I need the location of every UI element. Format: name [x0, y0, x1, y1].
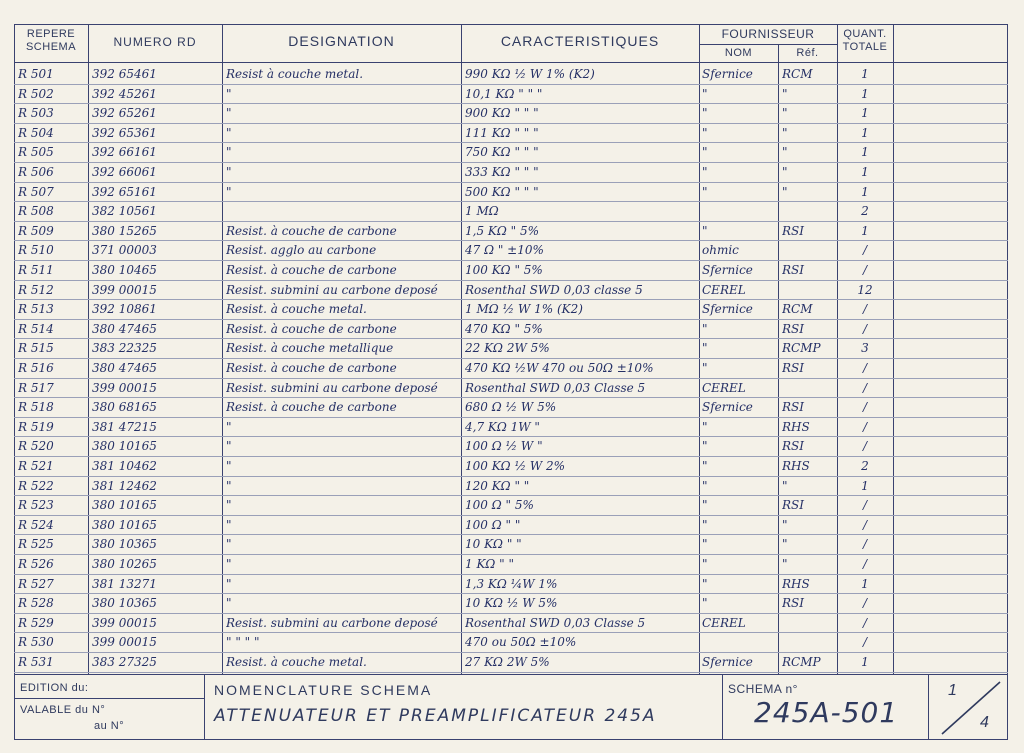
page-count: 4 [980, 714, 991, 731]
cell-num: 380 10165 [92, 439, 157, 454]
cell-num: 380 68165 [92, 400, 157, 415]
cell-des: Resist. à couche de carbone [226, 361, 397, 375]
cell-qty: / [862, 361, 868, 375]
cell-nom: " [702, 165, 708, 179]
cell-rep: R 521 [18, 459, 54, 473]
cell-des: " [226, 439, 232, 454]
cell-car: 470 ou 50Ω ±10% [465, 635, 577, 650]
cell-nom: " [702, 517, 708, 532]
cell-car: 10 KΩ ½ W 5% [465, 596, 558, 611]
cell-car: 900 KΩ " " " [465, 106, 539, 121]
cell-des: Resist. submini au carbone deposé [226, 282, 438, 297]
document-title: ATTENUATEUR ET PREAMPLIFICATEUR 245A [214, 706, 657, 726]
cell-des: " [226, 557, 232, 571]
cell-nom: CEREL [702, 380, 746, 395]
cell-ref: RSI [782, 263, 804, 277]
cell-car: 100 KΩ " 5% [465, 263, 543, 277]
cell-car: 1 MΩ ½ W 1% (K2) [465, 302, 583, 317]
cell-nom: " [702, 478, 708, 493]
cell-ref: RSI [782, 439, 804, 454]
cell-nom: " [702, 596, 708, 611]
cell-ref: " [782, 478, 788, 493]
nomenclature-label: NOMENCLATURE SCHEMA [214, 682, 433, 698]
cell-nom: " [702, 576, 708, 591]
cell-ref: RSI [782, 361, 804, 375]
cell-rep: R 504 [18, 125, 54, 140]
cell-rep: R 527 [18, 576, 54, 591]
cell-num: 371 00003 [92, 243, 157, 258]
cell-car: 47 Ω " ±10% [465, 243, 544, 258]
cell-qty: / [862, 517, 868, 532]
cell-des: Resist. submini au carbone deposé [226, 380, 438, 395]
cell-rep: R 502 [18, 86, 54, 101]
cell-qty: 1 [861, 655, 869, 669]
cell-num: 381 10462 [92, 459, 157, 473]
cell-des: " [226, 498, 232, 513]
cell-nom: " [702, 321, 708, 336]
cell-car: 4,7 KΩ 1W " [465, 419, 540, 434]
cell-ref: RHS [782, 419, 810, 434]
col-divider [222, 24, 223, 674]
cell-nom: " [702, 459, 708, 473]
cell-car: 22 KΩ 2W 5% [465, 341, 550, 356]
cell-nom: Sfernice [702, 302, 753, 317]
cell-qty: 1 [861, 223, 869, 238]
cell-rep: R 507 [18, 184, 54, 199]
header-designation: DESIGNATION [288, 33, 395, 49]
cell-nom: Sfernice [702, 400, 753, 415]
cell-des: Resist. à couche de carbone [226, 223, 397, 238]
cell-des: Resist. à couche metal. [226, 655, 367, 669]
cell-rep: R 520 [18, 439, 54, 454]
cell-ref: " [782, 165, 788, 179]
cell-car: Rosenthal SWD 0,03 classe 5 [465, 282, 643, 297]
cell-ref: RSI [782, 321, 804, 336]
cell-rep: R 501 [18, 67, 54, 81]
cell-num: 381 47215 [92, 419, 157, 434]
cell-nom: " [702, 125, 708, 140]
cell-nom: CEREL [702, 615, 746, 630]
cell-ref: RSI [782, 223, 804, 238]
cell-nom: " [702, 419, 708, 434]
cell-ref: " [782, 106, 788, 121]
cell-num: 399 00015 [92, 615, 157, 630]
cell-num: 392 65461 [92, 67, 157, 81]
cell-nom: " [702, 106, 708, 121]
cell-car: 680 Ω ½ W 5% [465, 400, 557, 415]
header-bottom-line [14, 62, 1008, 63]
header-repere: REPERE SCHEMA [25, 28, 77, 53]
cell-ref: " [782, 125, 788, 140]
cell-num: 381 12462 [92, 478, 157, 493]
cell-des: Resist. à couche de carbone [226, 263, 397, 277]
cell-ref: " [782, 145, 788, 160]
schema-number-label: SCHEMA n° [728, 682, 798, 696]
cell-qty: 1 [861, 106, 869, 121]
cell-rep: R 509 [18, 223, 54, 238]
cell-num: 392 65261 [92, 106, 157, 121]
cell-car: 750 KΩ " " " [465, 145, 539, 160]
cell-des: Resist. agglo au carbone [226, 243, 377, 258]
cell-nom: " [702, 439, 708, 454]
cell-ref: RCMP [782, 341, 821, 356]
cell-des: " [226, 576, 232, 591]
cell-ref: RSI [782, 400, 804, 415]
cell-num: 399 00015 [92, 282, 157, 297]
cell-des: Resist. submini au carbone deposé [226, 615, 438, 630]
cell-rep: R 517 [18, 380, 54, 395]
cell-nom: " [702, 184, 708, 199]
col-divider [699, 24, 700, 674]
cell-des: " [226, 165, 232, 179]
cell-ref: " [782, 86, 788, 101]
cell-num: 380 10165 [92, 498, 157, 513]
cell-qty: 2 [861, 204, 869, 219]
cell-car: 1,5 KΩ " 5% [465, 223, 539, 238]
cell-rep: R 510 [18, 243, 54, 258]
cell-num: 382 10561 [92, 204, 157, 219]
cell-des: " " " " [226, 635, 260, 650]
cell-rep: R 514 [18, 321, 54, 336]
page-number: 1 [948, 682, 959, 699]
cell-qty: 1 [861, 478, 869, 493]
cell-ref: RCM [782, 302, 813, 317]
cell-car: 10,1 KΩ " " " [465, 86, 543, 101]
cell-ref: " [782, 537, 788, 552]
cell-rep: R 512 [18, 282, 54, 297]
cell-car: 1,3 KΩ ¼W 1% [465, 576, 558, 591]
cell-rep: R 503 [18, 106, 54, 121]
cell-qty: / [862, 400, 868, 415]
cell-des: " [226, 459, 232, 473]
cell-des: " [226, 537, 232, 552]
cell-qty: / [862, 615, 868, 630]
cell-num: 380 15265 [92, 223, 157, 238]
cell-qty: / [862, 321, 868, 336]
cell-rep: R 531 [18, 655, 54, 669]
cell-qty: 2 [861, 459, 869, 473]
cell-rep: R 525 [18, 537, 54, 552]
au-label: au N° [94, 720, 125, 732]
col-divider [893, 24, 894, 674]
cell-nom: CEREL [702, 282, 746, 297]
cell-ref: RHS [782, 459, 810, 473]
cell-qty: 1 [861, 67, 869, 81]
cell-num: 392 66161 [92, 145, 157, 160]
cell-qty: / [862, 380, 868, 395]
cell-des: Resist. à couche de carbone [226, 400, 397, 415]
cell-des: " [226, 125, 232, 140]
schema-number: 245A-501 [754, 696, 899, 729]
cell-rep: R 526 [18, 557, 54, 571]
cell-rep: R 516 [18, 361, 54, 375]
cell-rep: R 515 [18, 341, 54, 356]
cell-qty: / [862, 498, 868, 513]
cell-rep: R 505 [18, 145, 54, 160]
cell-num: 399 00015 [92, 635, 157, 650]
cell-nom: ohmic [702, 243, 739, 258]
header-fournisseur: FOURNISSEUR [721, 27, 815, 41]
cell-qty: 12 [857, 282, 873, 297]
cell-qty: 1 [861, 145, 869, 160]
cell-num: 380 10365 [92, 596, 157, 611]
cell-rep: R 511 [18, 263, 54, 277]
cell-qty: / [862, 596, 868, 611]
cell-nom: " [702, 557, 708, 571]
cell-rep: R 518 [18, 400, 54, 415]
cell-des: Resist. à couche metal. [226, 302, 367, 317]
cell-rep: R 528 [18, 596, 54, 611]
cell-qty: / [862, 635, 868, 650]
cell-num: 380 10265 [92, 557, 157, 571]
cell-qty: 3 [861, 341, 869, 356]
cell-ref: " [782, 557, 788, 571]
header-caracteristiques: CARACTERISTIQUES [500, 33, 660, 49]
fournisseur-split-line [699, 44, 837, 45]
cell-rep: R 529 [18, 615, 54, 630]
cell-num: 380 47465 [92, 321, 157, 336]
cell-nom: " [702, 498, 708, 513]
cell-des: " [226, 596, 232, 611]
cell-des: Resist. à couche de carbone [226, 321, 397, 336]
cell-car: 100 KΩ ½ W 2% [465, 459, 566, 473]
cell-rep: R 523 [18, 498, 54, 513]
header-nom: NOM [724, 47, 753, 59]
cell-des: " [226, 478, 232, 493]
cell-num: 392 10861 [92, 302, 157, 317]
cell-nom: " [702, 223, 708, 238]
cell-nom: Sfernice [702, 263, 753, 277]
cell-ref: RSI [782, 498, 804, 513]
valable-label: VALABLE du N° [20, 704, 106, 716]
cell-des: " [226, 419, 232, 434]
cell-num: 392 65161 [92, 184, 157, 199]
cell-ref: RHS [782, 576, 810, 591]
cell-car: 10 KΩ " " [465, 537, 522, 552]
cell-car: 100 Ω " 5% [465, 498, 534, 513]
cell-car: 120 KΩ " " [465, 478, 530, 493]
cell-num: 380 10165 [92, 517, 157, 532]
cell-car: 1 MΩ [465, 204, 499, 219]
edition-label: EDITION du: [20, 682, 89, 694]
cell-qty: / [862, 537, 868, 552]
cell-nom: Sfernice [702, 67, 753, 81]
cell-car: Rosenthal SWD 0,03 Classe 5 [465, 380, 646, 395]
cell-qty: 1 [861, 125, 869, 140]
cell-num: 399 00015 [92, 380, 157, 395]
cell-qty: / [862, 419, 868, 434]
cell-num: 383 27325 [92, 655, 157, 669]
page-slash [928, 674, 1008, 740]
cell-des: Resist à couche metal. [226, 67, 364, 81]
cell-car: 1 KΩ " " [465, 557, 515, 571]
cell-num: 380 47465 [92, 361, 157, 375]
cell-ref: " [782, 517, 788, 532]
cell-qty: 1 [861, 165, 869, 179]
cell-nom: " [702, 537, 708, 552]
cell-qty: / [862, 557, 868, 571]
cell-nom: Sfernice [702, 655, 753, 669]
cell-qty: 1 [861, 184, 869, 199]
cell-ref: RCMP [782, 655, 821, 669]
cell-qty: / [862, 302, 868, 317]
cell-car: 500 KΩ " " " [465, 184, 539, 199]
cell-rep: R 522 [18, 478, 54, 493]
cell-rep: R 530 [18, 635, 54, 650]
cell-num: 392 45261 [92, 86, 157, 101]
cell-car: 100 Ω ½ W " [465, 439, 543, 454]
title-block [14, 674, 1008, 740]
cell-car: 470 KΩ " 5% [465, 321, 543, 336]
cell-des: " [226, 184, 232, 199]
header-ref: Réf. [796, 47, 819, 59]
header-numero: NUMERO RD [113, 35, 197, 49]
cell-ref: " [782, 184, 788, 199]
cell-num: 383 22325 [92, 341, 157, 356]
cell-nom: " [702, 361, 708, 375]
cell-rep: R 519 [18, 419, 54, 434]
cell-num: 392 66061 [92, 165, 157, 179]
cell-car: 990 KΩ ½ W 1% (K2) [465, 67, 595, 81]
cell-ref: RSI [782, 596, 804, 611]
cell-nom: " [702, 86, 708, 101]
header-quant: QUANT. TOTALE [842, 28, 888, 53]
cell-des: " [226, 106, 232, 121]
cell-rep: R 513 [18, 302, 54, 317]
cell-qty: / [862, 243, 868, 258]
cell-car: Rosenthal SWD 0,03 Classe 5 [465, 615, 646, 630]
cell-car: 27 KΩ 2W 5% [465, 655, 550, 669]
cell-rep: R 506 [18, 165, 54, 179]
cell-des: " [226, 517, 232, 532]
cell-des: Resist. à couche metallique [226, 341, 394, 356]
cell-car: 333 KΩ " " " [465, 165, 539, 179]
cell-num: 380 10465 [92, 263, 157, 277]
cell-num: 380 10365 [92, 537, 157, 552]
cell-car: 470 KΩ ½W 470 ou 50Ω ±10% [465, 361, 654, 375]
cell-qty: / [862, 263, 868, 277]
cell-qty: / [862, 439, 868, 454]
cell-des: " [226, 86, 232, 101]
cell-num: 381 13271 [92, 576, 157, 591]
cell-ref: RCM [782, 67, 813, 81]
cell-num: 392 65361 [92, 125, 157, 140]
cell-car: 100 Ω " " [465, 517, 521, 532]
cell-nom: " [702, 145, 708, 160]
cell-rep: R 508 [18, 204, 54, 219]
cell-qty: 1 [861, 576, 869, 591]
cell-nom: " [702, 341, 708, 356]
cell-rep: R 524 [18, 517, 54, 532]
cell-des: " [226, 145, 232, 160]
cell-car: 111 KΩ " " " [465, 125, 539, 140]
cell-qty: 1 [861, 86, 869, 101]
